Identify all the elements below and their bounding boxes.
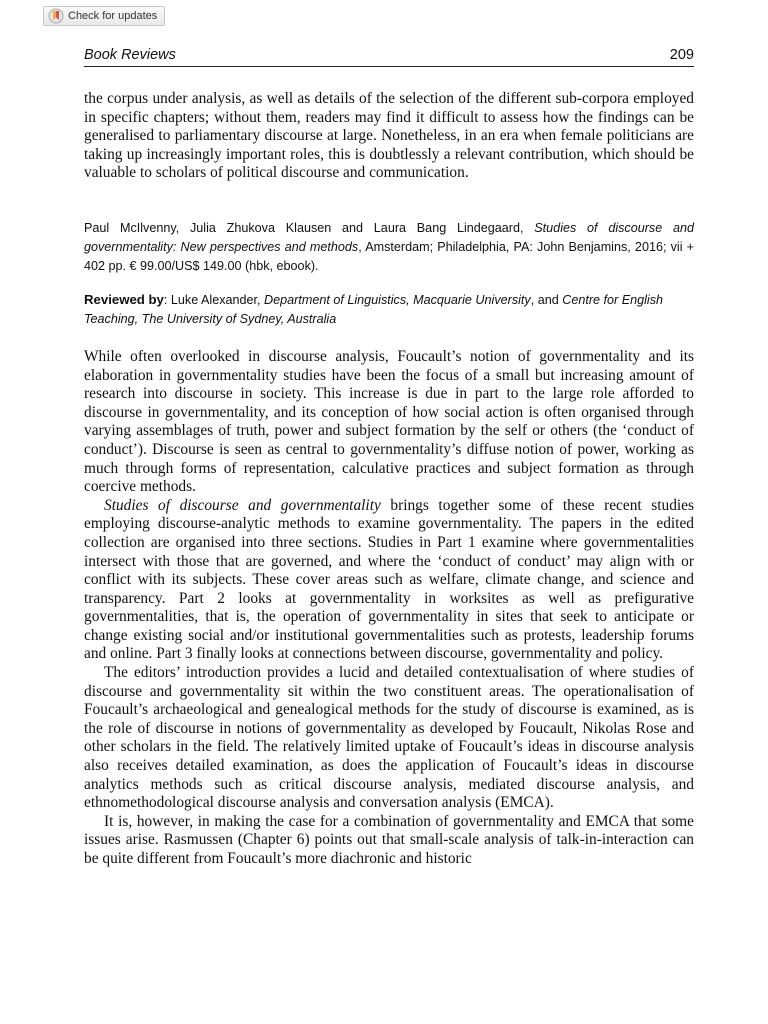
book-reference	[84, 219, 694, 276]
review-paragraph-1: While often overlooked in discourse analysis, Foucault’s notion of governmentality and its elaboration in governmentality studies have been the focus of a small but increasing amount of research into discourse in society. This increase is due in part to the large role afforded to discourse in governmentality, and its conception of how social action is often organised through varying assemblages of truth, power and subject formation by the self or others (the ‘conduct of conduct’). Discourse is seen as central to governmentality’s diffuse notion of power, working as much through forms of representation, calculative practices and subject formation as through coercive methods.	[84, 347, 694, 496]
book-publication-details: , Amsterdam; Philadelphia, PA: John Benjamins, 2016; vii + 402 pp. € 99.00/US$ 149.00 (hbk, ebook).	[84, 239, 695, 273]
journal-section-title: Book Reviews	[84, 47, 176, 63]
reviewer-separator: :	[163, 292, 171, 307]
review-paragraph-2	[84, 497, 694, 664]
review-paragraph-2-text: brings together some of these recent studies employing discourse-analytic methods to examine governmentality. The papers in the edited collection are organised into three sections. Studies in Part 1 examine where governmentalities intersect with those that are governed, and where the ‘conduct of conduct’ may align with or conflict with its subjects. These cover areas such as welfare, climate change, and science and transparency. Part 2 looks at governmentality in worksites as well as prefigurative governmentalities, that is, the operation of governmentality in sites that seek to anticipate or change existing social and/or institutional governmentalities such as protests, leadership forums and online. Part 3 finally looks at connections between discourse, governmentality and policy.	[84, 496, 694, 663]
reviewed-by-label: Reviewed by	[84, 291, 164, 307]
book-title: Studies of discourse and governmentality: New perspectives and methods	[84, 220, 695, 254]
reviewer-affiliation-1: Department of Linguistics, Macquarie University	[264, 292, 531, 307]
reviewer-name: Luke Alexander,	[170, 292, 265, 307]
book-title-inline: Studies of discourse and governmentality	[104, 496, 381, 514]
running-header	[84, 47, 694, 67]
book-authors: Paul McIlvenny, Julia Zhukova Klausen and Laura Bang Lindegaard,	[84, 220, 524, 235]
review-paragraph-3: The editors’ introduction provides a lucid and detailed contextualisation of where studies of discourse and governmentality sit within the two constituent areas. The operationalisation of Foucault’s archaeological and genealogical methods for the study of discourse is examined, as is the role of discourse in notions of governmentality as developed by Foucault, Nikolas Rose and other scholars in the field. The relatively limited uptake of Foucault’s ideas in discourse analysis also receives detailed examination, as does the application of Foucault’s ideas in discourse analytics methods such as critical discourse analysis, mediated discourse analysis, and ethnomethodological discourse analysis and conversation analysis (EMCA).	[84, 664, 694, 812]
affiliation-conjunction: , and	[530, 292, 563, 307]
previous-review-ending: the corpus under analysis, as well as details of the selection of the different sub-corpora employed in specific chapters; without them, readers may find it difficult to assess how the findings can be generalised to parliamentary discourse at large. Nonetheless, in an era when female politicians are taking up increasingly important roles, this is doubtlessly a relevant contribution, which should be valuable to scholars of political discourse and communication.	[84, 90, 694, 182]
page-content	[84, 90, 694, 869]
check-for-updates-button[interactable]	[43, 6, 165, 26]
review-paragraph-4: It is, however, in making the case for a combination of governmentality and EMCA that some issues arise. Rasmussen (Chapter 6) points out that small-scale analysis of talk-in-interaction can be quite different from Foucault’s more diachronic and historic	[84, 812, 694, 867]
reviewer-affiliation-2: Centre for English Teaching, The University of Sydney, Australia	[84, 292, 664, 326]
review-body	[84, 348, 694, 869]
page-number: 209	[669, 47, 694, 63]
reviewer-line	[84, 290, 694, 329]
crossmark-icon	[48, 8, 64, 24]
check-for-updates-label: Check for updates	[68, 10, 158, 22]
